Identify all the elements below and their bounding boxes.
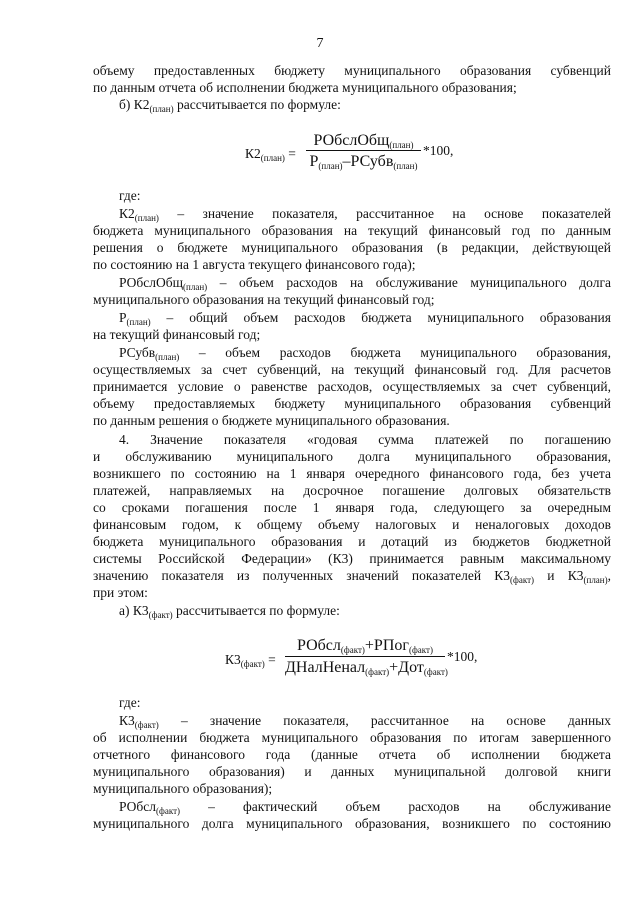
text-line: $Р_{(план)}$ – общий объем расходов бюджета муниципального образования xyxy=(119,310,611,327)
formula-numerator: РОбслОбщ$_{(план)}$ xyxy=(313,132,414,150)
text-line: РОбслОбщ$_{(план)}$ – объем расходов на обслуживание муниципального долга xyxy=(119,275,611,292)
page-number: 7 xyxy=(316,36,324,51)
text-line: 4. Значение показателя «годовая сумма платежей по погашению xyxy=(119,432,611,447)
text-line: по состоянию на 1 августа текущего финансового года); xyxy=(93,257,416,272)
formula-lhs: $К3_{(факт)}$ = xyxy=(225,652,276,669)
text-line: со сроками погашения после 1 января года, следующего за очередным xyxy=(93,500,611,515)
text-line: осуществляемых за счет субвенций, на текущий финансовый год. Для расчетов xyxy=(93,362,611,377)
text-line: возникшего по состоянию на 1 января очередного финансового года, без учета xyxy=(93,466,611,481)
text-line: объему предоставленных бюджету муниципального образования субвенций xyxy=(93,63,611,78)
text-line: по данным решения о бюджете муниципального образования. xyxy=(93,413,450,428)
text-line: $К2_{(план)}$ – значение показателя, рассчитанное на основе показателей xyxy=(119,206,611,223)
text-line: принимается условие о равенстве расходов, осуществляемых за счет субвенций, xyxy=(93,379,611,394)
text-line: где: xyxy=(119,188,141,203)
formula-denominator: ДНалНенал$_{(факт)}$+Дот$_{(факт)}$ xyxy=(285,659,448,677)
fraction-bar xyxy=(306,150,421,151)
text-line: б) $К2_{(план)}$ рассчитывается по формуле: xyxy=(119,97,341,114)
text-line: по данным отчета об исполнении бюджета муниципального образования; xyxy=(93,80,517,95)
text-line: РСубв$_{(план)}$ – объем расходов бюджета муниципального образования, xyxy=(119,345,611,362)
text-line: при этом: xyxy=(93,585,148,600)
text-line: значению показателя из полученных значений показателей $К3_{(факт)}$ и $К3_{(план)}$, xyxy=(93,568,611,585)
text-line: бюджета муниципального образования и дотаций из бюджетов бюджетной xyxy=(93,534,611,549)
text-line: а) $К3_{(факт)}$ рассчитывается по формуле: xyxy=(119,603,340,620)
fraction-bar xyxy=(285,656,445,657)
text-line: и обслуживанию муниципального долга муниципального образования, xyxy=(93,449,611,464)
text-line: муниципального образования на текущий финансовый год; xyxy=(93,292,435,307)
text-line: финансовым годом, к общему объему налоговых и неналоговых доходов xyxy=(93,517,611,532)
formula-lhs: $К2_{(план)}$ = xyxy=(245,146,296,163)
formula-tail: *100, xyxy=(423,143,454,158)
text-line: решения о бюджете муниципального образования (в редакции, действующей xyxy=(93,240,611,255)
text-line: об исполнении бюджета муниципального образования по итогам завершенного xyxy=(93,730,611,745)
text-line: $К3_{(факт)}$ – значение показателя, рассчитанное на основе данных xyxy=(119,713,611,730)
text-line: объему предоставляемых бюджету муниципального образования субвенций xyxy=(93,396,611,411)
text-line: бюджета муниципального образования на текущий финансовый год по данным xyxy=(93,223,611,238)
text-line: РОбсл$_{(факт)}$ – фактический объем расходов на обслуживание xyxy=(119,799,611,816)
formula-denominator: $Р_{(план)}-РСубв_{(план)}$ xyxy=(309,153,418,171)
text-line: муниципального долга муниципального образования, возникшего по состоянию xyxy=(93,816,611,831)
text-line: отчетного финансового года (данные отчета об исполнении бюджета xyxy=(93,747,611,762)
formula-numerator: РОбсл$_{(факт)}$+РПог$_{(факт)}$ xyxy=(297,637,433,655)
text-line: где: xyxy=(119,695,141,710)
text-line: системы Российской Федерации» (К3) принимается равным максимальному xyxy=(93,551,611,566)
text-line: на текущий финансовый год; xyxy=(93,327,261,342)
text-line: платежей, направляемых на досрочное погашение долговых обязательств xyxy=(93,483,611,498)
formula-tail: *100, xyxy=(447,649,478,664)
text-line: муниципального образования) и данных муниципальной долговой книги xyxy=(93,764,611,779)
text-line: муниципального образования); xyxy=(93,781,273,796)
